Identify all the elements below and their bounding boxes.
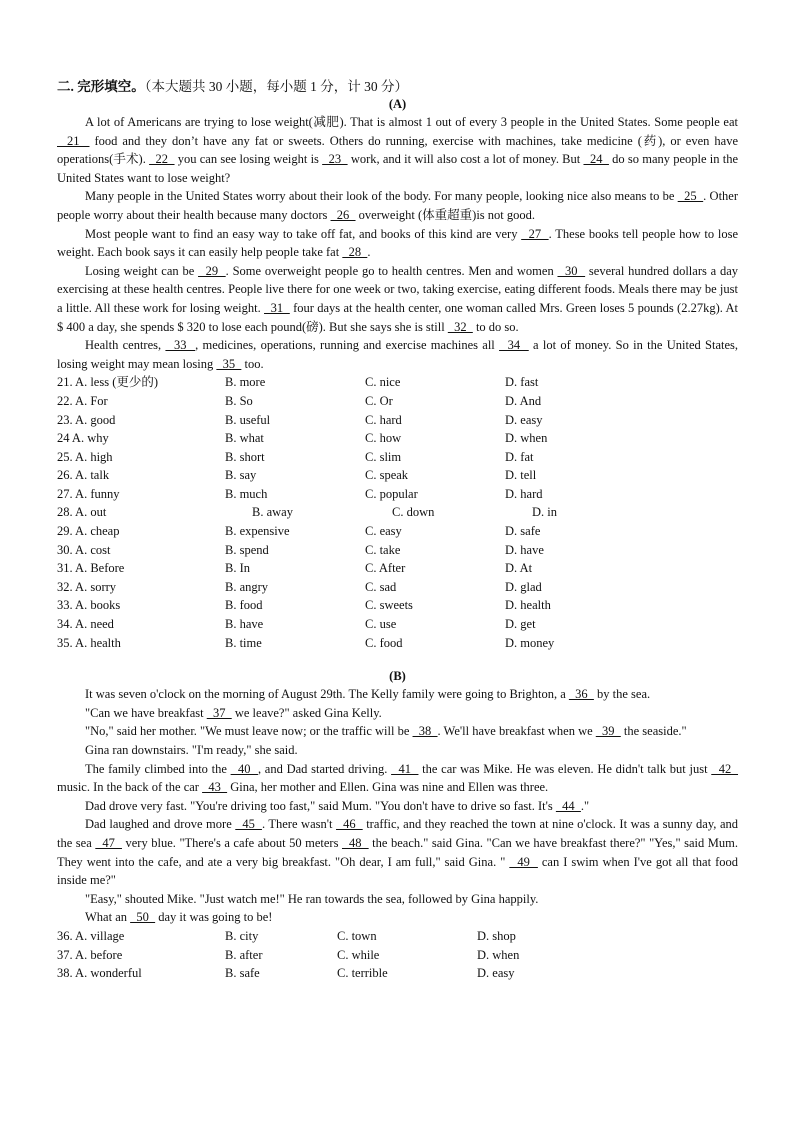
- blank-49: 49: [509, 854, 538, 869]
- option-row: [57, 927, 738, 946]
- passage-text: . We'll have breakfast when we: [437, 724, 596, 739]
- part-b-paragraph: [57, 685, 738, 704]
- option-a: 37. A. before: [57, 947, 123, 962]
- blank-43: 43: [202, 780, 228, 795]
- option-row: [57, 522, 738, 541]
- option-b: B. after: [225, 947, 263, 962]
- blank-34: 34: [499, 338, 529, 353]
- passage-text: Losing weight can be: [85, 263, 199, 278]
- passage-text: Dad laughed and drove more: [85, 817, 236, 832]
- option-b: B. have: [225, 617, 264, 632]
- passage-text: Most people want to find an easy way to take off fat, and books of this kind are very: [85, 226, 522, 241]
- option-row: [57, 466, 738, 485]
- option-c: C. use: [365, 617, 397, 632]
- blank-45: 45: [235, 817, 262, 832]
- option-a: 38. A. wonderful: [57, 966, 142, 981]
- option-d: D. And: [505, 393, 542, 408]
- passage-text: four days at the health center, one woman called Mrs. Green loses 5 pounds (2.27kg). At $ 400 a day, she spends $ 320 to lose each pound(磅). But she says she is still: [57, 300, 738, 334]
- section-title-text: 二. 完形填空。: [57, 79, 145, 94]
- passage-text: Many people in the United States worry about their look of the body. For many people, looking nice also means to be: [85, 189, 678, 204]
- option-row: [57, 448, 738, 467]
- option-a: 25. A. high: [57, 449, 113, 464]
- blank-40: 40: [230, 761, 258, 776]
- option-c: C. terrible: [337, 966, 388, 981]
- passage-text: to do so.: [472, 319, 519, 334]
- option-d: D. easy: [505, 412, 543, 427]
- blank-44: 44: [555, 798, 581, 813]
- option-c: C. sweets: [365, 598, 413, 613]
- option-a: 23. A. good: [57, 412, 116, 427]
- option-d: D. health: [505, 598, 551, 613]
- blank-37: 37: [206, 705, 232, 720]
- part-b-paragraph: [57, 760, 738, 797]
- blank-21: 21: [57, 133, 90, 148]
- passage-text: It was seven o'clock on the morning of August 29th. The Kelly family were going to Brighton, a: [85, 687, 569, 702]
- option-d: D. safe: [505, 524, 541, 539]
- option-d: D. get: [505, 617, 536, 632]
- option-c: C. town: [337, 928, 377, 943]
- option-b: B. time: [225, 635, 262, 650]
- blank-42: 42: [711, 761, 739, 776]
- passage-text: overweight (体重超重)is not good.: [355, 207, 536, 222]
- option-row: [57, 559, 738, 578]
- part-b-paragraph: [57, 704, 738, 723]
- blank-29: 29: [198, 263, 226, 278]
- part-a-paragraph: [57, 262, 738, 336]
- option-d: D. when: [477, 947, 520, 962]
- blank-39: 39: [595, 724, 621, 739]
- part-a-passage: [57, 113, 738, 373]
- option-d: D. hard: [505, 486, 543, 501]
- option-c: C. slim: [365, 449, 402, 464]
- passage-text: you can see losing weight is: [174, 152, 323, 167]
- part-a-heading: (A): [388, 97, 407, 111]
- option-a: 31. A. Before: [57, 561, 125, 576]
- option-row: [57, 578, 738, 597]
- option-c: C. hard: [365, 412, 402, 427]
- option-b: B. city: [225, 928, 259, 943]
- part-a-paragraph: [57, 225, 738, 262]
- option-b: B. much: [225, 486, 268, 501]
- option-d: D. money: [505, 635, 555, 650]
- option-row: [57, 485, 738, 504]
- option-c: C. food: [365, 635, 403, 650]
- blank-46: 46: [336, 817, 363, 832]
- passage-text: What an: [85, 910, 131, 925]
- blank-25: 25: [677, 189, 704, 204]
- option-row: [57, 541, 738, 560]
- passage-text: , medicines, operations, running and exercise machines all: [195, 338, 500, 353]
- part-a-paragraph: [57, 113, 738, 187]
- option-row: [57, 411, 738, 430]
- option-b: B. what: [225, 431, 264, 446]
- blank-26: 26: [330, 207, 356, 222]
- passage-text: traffic, and they reached the town at nine o'clock. It was a sunny day, and the sea: [57, 817, 738, 850]
- blank-32: 32: [447, 319, 473, 334]
- passage-text: Dad drove very fast. "You're driving too fast," said Mum. "You don't have to drive so fast. It's: [85, 798, 556, 813]
- option-a: 33. A. books: [57, 598, 121, 613]
- option-row: [57, 634, 738, 653]
- passage-text: . Other people worry about their health because many doctors: [57, 189, 739, 222]
- passage-text: , and Dad started driving.: [257, 761, 392, 776]
- option-a: 29. A. cheap: [57, 524, 120, 539]
- passage-text: Gina, her mother and Ellen. Gina was nine and Ellen was three.: [227, 780, 549, 795]
- blank-33: 33: [165, 338, 196, 353]
- option-b: B. expensive: [225, 524, 290, 539]
- part-b-heading: (B): [389, 669, 406, 684]
- option-c: C. sad: [365, 579, 397, 594]
- blank-48: 48: [341, 835, 369, 850]
- option-d: D. shop: [477, 928, 516, 943]
- exam-page: [57, 78, 738, 983]
- passage-text: day it was going to be!: [155, 910, 273, 925]
- passage-text: A lot of Americans are trying to lose weight(减肥). That is almost 1 out of every 3 people in the United States. Some people eat: [85, 115, 738, 129]
- passage-text: we leave?" asked Gina Kelly.: [231, 705, 382, 720]
- option-b: B. safe: [225, 966, 260, 981]
- passage-text: "No," said her mother. "We must leave now; or the traffic will be: [85, 724, 413, 739]
- option-c: C. while: [337, 947, 380, 962]
- option-b: B. So: [225, 393, 253, 408]
- passage-text: by the sea.: [593, 687, 651, 702]
- part-a-paragraph: [57, 336, 738, 373]
- part-b-paragraph: [57, 741, 738, 760]
- option-row: [57, 964, 738, 983]
- option-a: 24 A. why: [57, 431, 109, 446]
- option-b: B. away: [252, 505, 293, 520]
- option-d: D. fat: [505, 449, 534, 464]
- option-a: 35. A. health: [57, 635, 121, 650]
- passage-text: do so many people in the United States want to lose weight?: [57, 152, 739, 185]
- option-row: [57, 596, 738, 615]
- option-row: [57, 946, 738, 965]
- option-c: C. nice: [365, 375, 401, 390]
- blank-36: 36: [568, 687, 594, 702]
- passage-text: a lot of money. So in the United States, losing weight may mean losing: [57, 338, 739, 371]
- option-b: B. more: [225, 375, 266, 390]
- part-b-passage: [57, 685, 738, 927]
- passage-text: . Some overweight people go to health centres. Men and women: [225, 263, 558, 278]
- option-d: D. At: [505, 561, 533, 576]
- option-c: C. how: [365, 431, 402, 446]
- section-note: （本大题共 30 小题，每小题 1 分，计 30 分）: [144, 79, 408, 94]
- option-c: C. Or: [365, 393, 393, 408]
- part-b-paragraph: [57, 815, 738, 889]
- option-row: [57, 615, 738, 634]
- option-b: B. In: [225, 561, 250, 576]
- option-b: B. say: [225, 468, 257, 483]
- part-b-paragraph: [57, 797, 738, 816]
- passage-text: work, and it will also cost a lot of money. But: [347, 152, 584, 167]
- blank-31: 31: [264, 300, 290, 315]
- blank-41: 41: [391, 761, 419, 776]
- option-a: 34. A. need: [57, 617, 114, 632]
- option-row: [57, 503, 738, 522]
- option-d: D. easy: [477, 966, 515, 981]
- option-c: C. After: [365, 561, 406, 576]
- option-a: 32. A. sorry: [57, 579, 117, 594]
- blank-23: 23: [322, 152, 348, 167]
- part-b-paragraph: [57, 908, 738, 927]
- blank-30: 30: [557, 263, 586, 278]
- option-c: C. speak: [365, 468, 409, 483]
- option-b: B. angry: [225, 579, 269, 594]
- option-b: B. short: [225, 449, 265, 464]
- passage-text: food and they don’t have any fat or sweets. Others do running, exercise with machines, take medicine (药), or even have operations(手术).: [57, 133, 738, 167]
- passage-text: several hundred dollars a day exercising at these health centres. People live there for one week or two, taking exercise, eating different foods. Meals there may be just a little. All these work for losing weight.: [57, 263, 739, 315]
- blank-35: 35: [216, 356, 242, 371]
- blank-47: 47: [95, 835, 122, 850]
- part-b-options: [57, 927, 738, 983]
- passage-text: the seaside.": [620, 724, 687, 739]
- part-a-options: [57, 373, 738, 652]
- option-c: C. take: [365, 542, 401, 557]
- passage-text: the beach." said Gina. "Can we have breakfast there?" "Yes," said Mum. They went into the cafe, and ate a very big breakfast. "Oh dear, I am full," said Gina. ": [57, 835, 739, 869]
- blank-38: 38: [412, 724, 438, 739]
- option-a: 27. A. funny: [57, 486, 120, 501]
- option-d: D. tell: [505, 468, 537, 483]
- blank-22: 22: [149, 152, 175, 167]
- passage-text: . There wasn't: [261, 817, 337, 832]
- option-d: D. when: [505, 431, 548, 446]
- part-b-paragraph: [57, 890, 738, 909]
- passage-text: "Can we have breakfast: [85, 705, 207, 720]
- blank-27: 27: [521, 226, 549, 241]
- option-a: 30. A. cost: [57, 542, 111, 557]
- option-a: 28. A. out: [57, 505, 107, 520]
- option-a: 26. A. talk: [57, 468, 110, 483]
- option-d: D. glad: [505, 579, 542, 594]
- option-a: 21. A. less (更少的): [57, 375, 159, 390]
- passage-text: the car was Mike. He was eleven. He didn't talk but just: [418, 761, 712, 776]
- option-a: 22. A. For: [57, 393, 108, 408]
- passage-text: can I swim when I've got all that food inside me?": [57, 854, 738, 888]
- option-c: C. easy: [365, 524, 402, 539]
- passage-text: Health centres,: [85, 338, 166, 353]
- option-b: B. food: [225, 598, 263, 613]
- option-row: [57, 392, 738, 411]
- passage-text: very blue. "There's a cafe about 50 meters: [121, 835, 342, 850]
- option-a: 36. A. village: [57, 928, 125, 943]
- option-c: C. popular: [365, 486, 418, 501]
- passage-text: "Easy," shouted Mike. "Just watch me!" He ran towards the sea, followed by Gina happily.: [85, 891, 539, 906]
- passage-text: music. In the back of the car: [57, 780, 203, 795]
- passage-text: .": [580, 798, 590, 813]
- part-a-paragraph: [57, 187, 738, 224]
- passage-text: The family climbed into the: [85, 761, 231, 776]
- section-title: [57, 78, 738, 96]
- option-b: B. spend: [225, 542, 269, 557]
- option-row: [57, 373, 738, 392]
- option-b: B. useful: [225, 412, 271, 427]
- passage-text: .: [367, 245, 371, 260]
- passage-text: too.: [241, 356, 264, 371]
- passage-text: . These books tell people how to lose weight. Each book says it can easily help people take fat: [57, 226, 739, 260]
- option-c: C. down: [392, 505, 435, 520]
- passage-text: Gina ran downstairs. "I'm ready," she said.: [85, 743, 298, 757]
- blank-24: 24: [583, 152, 609, 167]
- option-d: D. have: [505, 542, 544, 557]
- option-row: [57, 429, 738, 448]
- part-b-paragraph: [57, 722, 738, 741]
- option-d: D. in: [532, 505, 557, 520]
- blank-28: 28: [342, 245, 368, 260]
- option-d: D. fast: [505, 375, 539, 390]
- blank-50: 50: [130, 910, 156, 925]
